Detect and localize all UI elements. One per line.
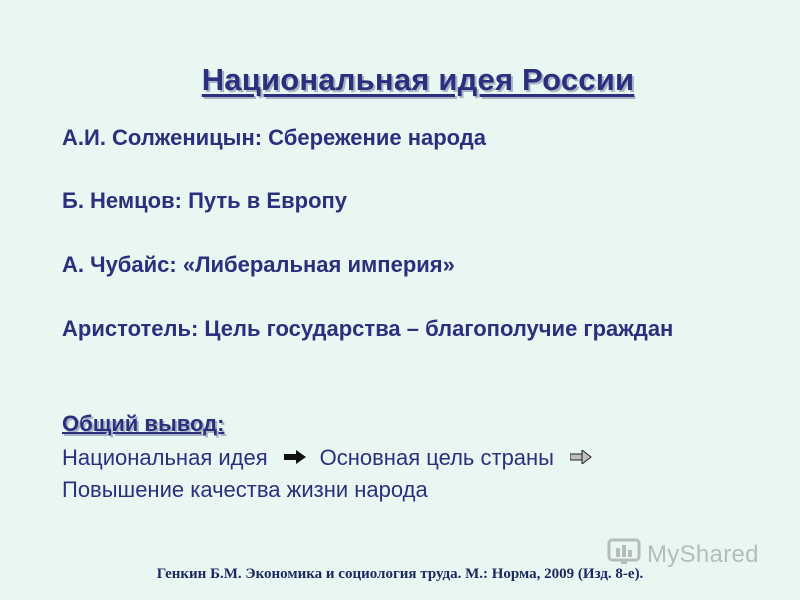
- summary-main-goal: Основная цель страны: [319, 445, 554, 470]
- footer-citation: Генкин Б.М. Экономика и социология труда. М.: Норма, 2009 (Изд. 8-е).: [156, 566, 644, 582]
- idea-line-solzhenitsyn: А.И. Солженицын: Сбережение народа: [62, 125, 487, 150]
- idea-line-chubais: А. Чубайс: «Либеральная империя»: [62, 252, 455, 277]
- watermark-text: MyShared: [647, 540, 759, 568]
- summary-heading: Общий вывод:: [62, 411, 225, 436]
- idea-line-nemtsov: Б. Немцов: Путь в Европу: [62, 188, 348, 213]
- summary-line-2: Повышение качества жизни народа: [62, 477, 428, 502]
- summary-national-idea: Национальная идея: [62, 445, 268, 470]
- arrow-right-icon: [284, 450, 306, 464]
- idea-line-aristotle: Аристотель: Цель государства – благополучие граждан: [62, 316, 674, 341]
- summary-line-1: [62, 445, 606, 471]
- slide-title: Национальная идея России: [201, 62, 635, 97]
- arrow-right-icon: [570, 450, 592, 464]
